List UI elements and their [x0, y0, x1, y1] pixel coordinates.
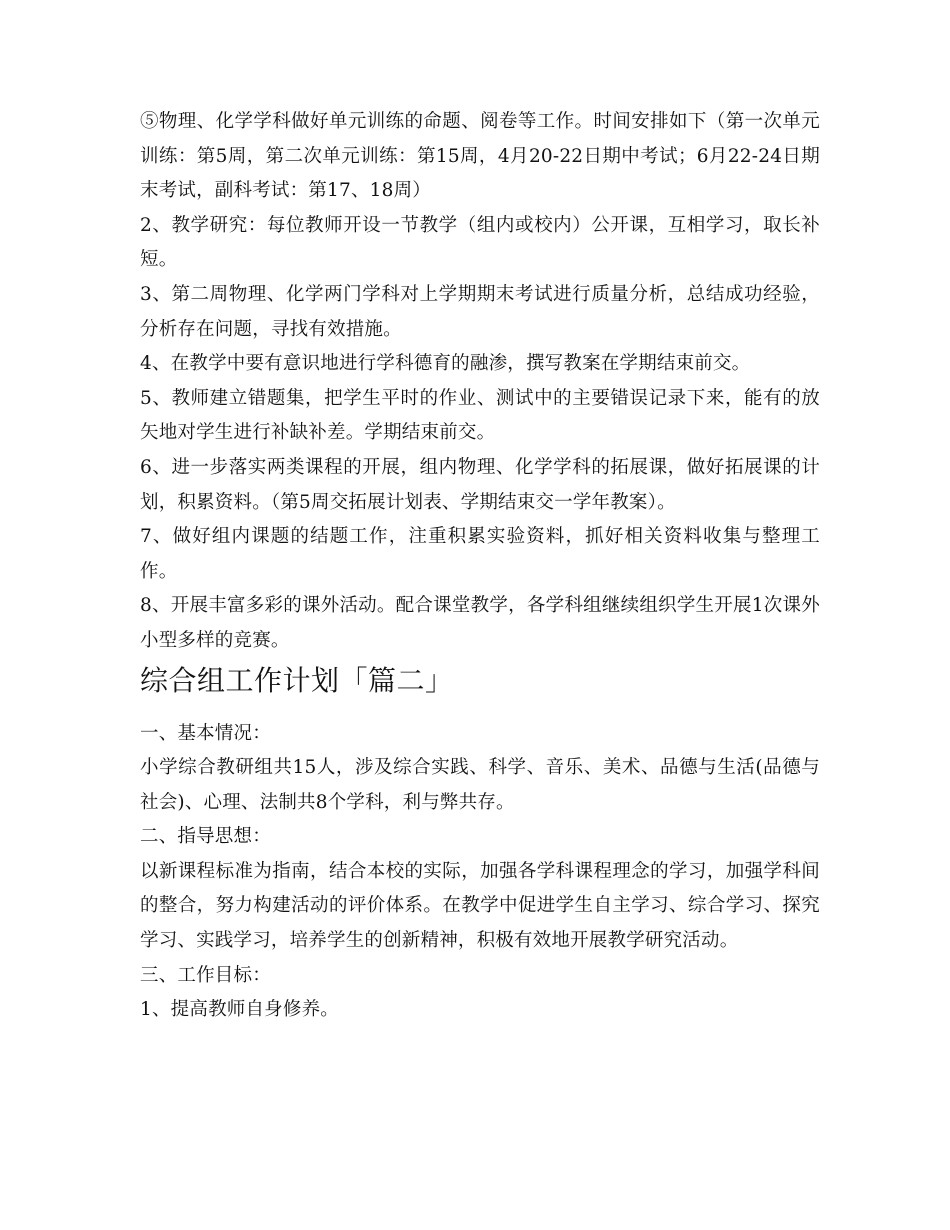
paragraph: 二、指导思想：: [140, 826, 271, 848]
paragraph: ⑤物理、化学学科做好单元训练的命题、阅卷等工作。时间安排如下（第一次单元训练：第5周，第二次单元训练：第15周，4月20-22日期中考试；6月22-24日期末考试，副科考试：第17、18周）: [140, 111, 820, 202]
paragraph: 4、在教学中要有意识地进行学科德育的融渗，撰写教案在学期结束前交。: [140, 353, 751, 375]
section-heading: 综合组工作计划「篇二」: [140, 663, 454, 697]
section-1: [140, 105, 820, 659]
paragraph: 5、教师建立错题集，把学生平时的作业、测试中的主要错误记录下来，能有的放矢地对学生进行补缺补差。学期结束前交。: [140, 387, 820, 444]
paragraph: 一、基本情况：: [140, 722, 271, 744]
section-2: [140, 717, 820, 1028]
paragraph: 2、教学研究：每位教师开设一节教学（组内或校内）公开课，互相学习，取长补短。: [140, 214, 820, 271]
paragraph: 以新课程标准为指南，结合本校的实际，加强各学科课程理念的学习，加强学科间的整合，努力构建活动的评价体系。在教学中促进学生自主学习、综合学习、探究学习、实践学习，培养学生的创新精神，积极有效地开展教学研究活动。: [140, 860, 820, 952]
paragraph: 1、提高教师自身修养。: [140, 999, 339, 1021]
paragraph: 小学综合教研组共15人，涉及综合实践、科学、音乐、美术、品德与生活(品德与社会)、心理、法制共8个学科，利与弊共存。: [140, 757, 820, 813]
document-page: [140, 105, 820, 1028]
paragraph: 7、做好组内课题的结题工作，注重积累实验资料，抓好相关资料收集与整理工作。: [140, 526, 820, 582]
paragraph: 三、工作目标：: [140, 964, 271, 986]
paragraph: 3、第二周物理、化学两门学科对上学期期末考试进行质量分析，总结成功经验，分析存在问题，寻找有效措施。: [140, 283, 820, 340]
paragraph: 6、进一步落实两类课程的开展，组内物理、化学学科的拓展课，做好拓展课的计划，积累资料。（第5周交拓展计划表、学期结束交一学年教案）。: [140, 456, 820, 513]
paragraph: 8、开展丰富多彩的课外活动。配合课堂教学，各学科组继续组织学生开展1次课外小型多样的竞赛。: [140, 595, 820, 651]
